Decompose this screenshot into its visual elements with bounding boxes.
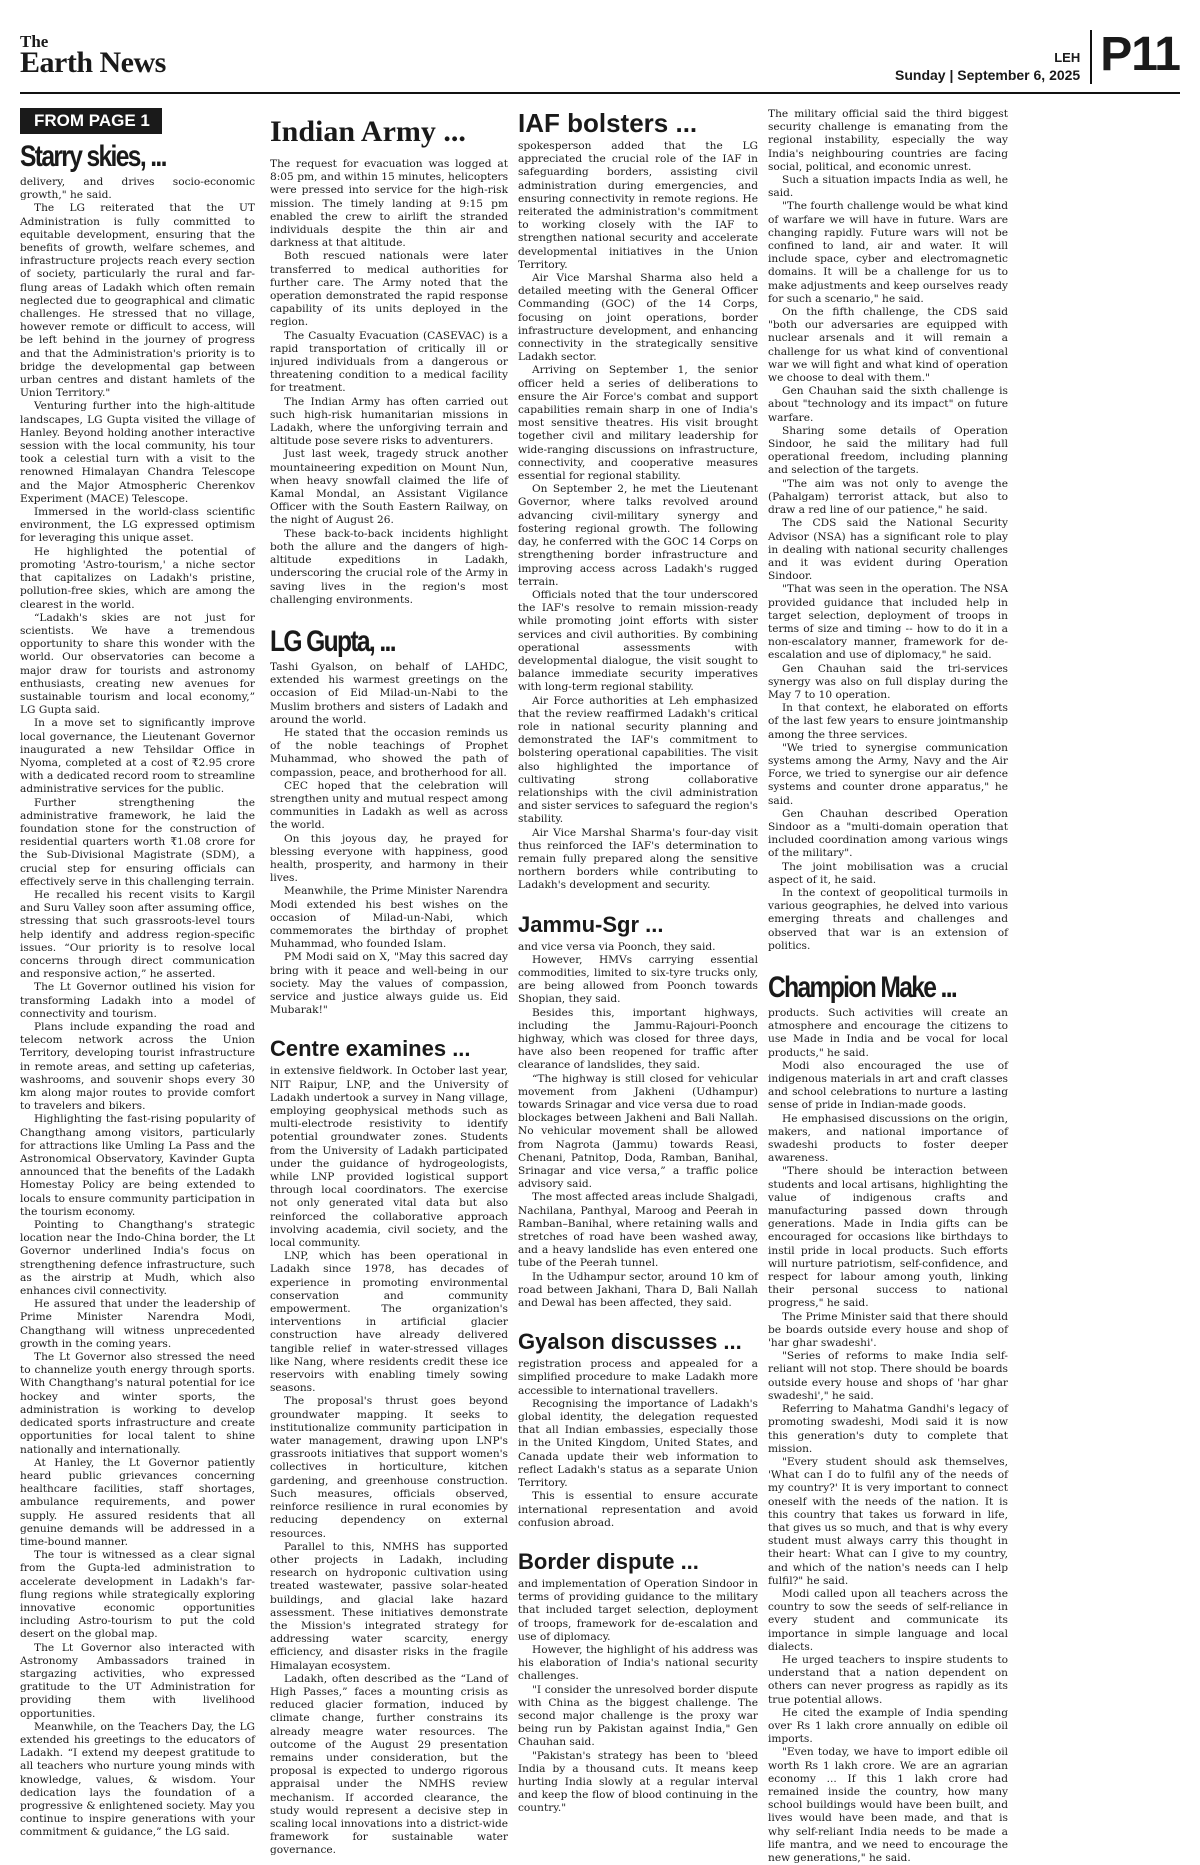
article-paragraph: Ladakh, often described as the “Land of High Passes,” faces a mounting crisis as reduced glacier formation, induced by climate change, further constrains its already meagre water resources. The outcome of the August 29 presentation remains under consideration, but the proposal is expected to undergo rigorous appraisal under the NMHS review mechanism. If accorded clearance, the study would represent a decisive step in scaling local innovations into a district-wide framework for sustainable water governance. [270, 1672, 508, 1857]
article-paragraph: Meanwhile, on the Teachers Day, the LG extended his greetings to the educators of Ladakh. “I extend my deepest gratitude to all teachers who nurture young minds with knowledge, values, & wisdom. Your dedication lays the foundation of a progressive & enlightened society. May you continue to inspire generations with your commitment & guidance,” the LG said. [20, 1720, 255, 1839]
spacer [768, 953, 1008, 971]
article-paragraph: The Prime Minister said that there should be boards outside every house and shop of 'har ghar swadeshi'. [768, 1310, 1008, 1350]
article-paragraph: PM Modi said on X, "May this sacred day bring with it peace and well-being in our society. May the values of compassion, service and justice always guide us. Eid Mubarak!" [270, 951, 508, 1017]
article-paragraph: Gen Chauhan described Operation Sindoor as a "multi-domain operation that included coordination among various wings of the military". [768, 807, 1008, 860]
article-paragraph: registration process and appealed for a simplified procedure to make Ladakh more accessible to international travellers. [518, 1358, 758, 1397]
article-paragraph: He highlighted the potential of promoting 'Astro-tourism,' a niche sector that capitalizes on Ladakh's pristine, pollution-free skies, which are among the clearest in the world. [20, 545, 255, 611]
article-paragraph: CEC hoped that the celebration will strengthen unity and mutual respect among communities in Ladakh as well as across the world. [270, 779, 508, 832]
headline-border-dispute: Border dispute ... [518, 1548, 699, 1574]
article-paragraph: Highlighting the fast-rising popularity of Changthang among visitors, particularly for attractions like Umling La Pass and the Astronomical Observatory, Kavinder Gupta announced that the benefits of the Ladakh Homestay Policy are being extended to locals to ensure community participation in the tourism economy. [20, 1113, 255, 1218]
article-paragraph: "That was seen in the operation. The NSA provided guidance that included help in target selection, deployment of troops in terms of size and timing -- how to do it in a non-escalatory manner, framework for de-escalation and use of diplomacy," he said. [768, 583, 1008, 662]
spacer [518, 893, 758, 911]
article-paragraph: Air Vice Marshal Sharma's four-day visit thus reinforced the IAF's determination to remain fully prepared along the sensitive northern borders while contributing to Ladakh's development and security. [518, 826, 758, 892]
headline-champion-make: Champion Make ... [768, 971, 957, 1004]
article-paragraph: Pointing to Changthang's strategic location near the Indo-China border, the Lt Governor underlined India's focus on strengthening defence infrastructure, such as the airstrip at Mudh, which also enhances civil connectivity. [20, 1219, 255, 1298]
article-paragraph: He stated that the occasion reminds us of the noble teachings of Prophet Muhammad, who showed the path of compassion, peace, and brotherhood for all. [270, 726, 508, 779]
spacer [518, 1310, 758, 1328]
article-paragraph: In the Udhampur sector, around 10 km of road between Jakhani, Thara D, Bali Nallah and Dewal has been affected, they said. [518, 1270, 758, 1310]
article-paragraph: in extensive fieldwork. In October last year, NIT Raipur, LNP, and the University of Ladakh undertook a survey in Nang village, employing geophysical methods such as multi-electrode resistivity to identify potential groundwater zones. Students from the University of Ladakh participated under the guidance of hydrogeologists, while LNP provided logistical support through local coordinators. The exercise not only generated vital data but also reinforced the collaborative approach involving academia, civil society, and the local community. [270, 1065, 508, 1250]
article-paragraph: Officials noted that the tour underscored the IAF's resolve to remain mission-ready while promoting joint efforts with sister services and civil authorities. By combining operational assessments with developmental dialogue, the visit sought to balance immediate security imperatives with long-term regional stability. [518, 588, 758, 694]
article-paragraph: "Even today, we have to import edible oil worth Rs 1 lakh crore. We are an agrarian economy ... If this 1 lakh crore had remained inside the country, how many school buildings would have been built, and lives would have been made, and that is why self-reliant India needs to be made a life mantra, and we need to encourage the new generations," he said. [768, 1746, 1008, 1864]
article-paragraph: These back-to-back incidents highlight both the allure and the dangers of high-altitude expeditions in Ladakh, underscoring the crucial role of the Army in saving lives in the region's most challenging environments. [270, 527, 508, 606]
article-paragraph: Recognising the importance of Ladakh's global identity, the delegation requested that all Indian embassies, especially those in the United Kingdom, United States, and Canada update their web information to reflect Ladakh's status as a separate Union Territory. [518, 1397, 758, 1490]
article-paragraph: "Every student should ask themselves, 'What can I do to fulfil any of the needs of my country?' It is very important to connect oneself with the needs of the nation. It is this country that takes us forward in life, that gives us so much, and that is why every student must always carry this thought in their heart: What can I give to my country, and which of the nation's needs can I help fulfil?" he said. [768, 1455, 1008, 1587]
article-paragraph: At Hanley, the Lt Governor patiently heard public grievances concerning healthcare facilities, staff shortages, ambulance requirements, and power supply. He assured residents that all genuine demands will be addressed in a time-bound manner. [20, 1456, 255, 1548]
header-right [895, 28, 1180, 86]
edition-date: Sunday | September 6, 2025 [895, 67, 1081, 83]
article-paragraph: The LG reiterated that the UT Administration is fully committed to equitable development, ensuring that the benefits of growth, welfare schemes, and infrastructure projects reach every section of society, particularly the rural and far-flung areas of Ladakh which often remain neglected due to geographical and climatic challenges. He stressed that no village, however remote or difficult to access, will be left behind in the journey of progress and that the Administration's priority is to bridge the developmental gap between urban centres and distant hamlets of the Union Territory." [20, 202, 255, 400]
page-number: P11 [1100, 28, 1180, 81]
article-paragraph: The CDS said the National Security Advisor (NSA) has a significant role to play in dealing with national security challenges and it was evident during Operation Sindoor. [768, 517, 1008, 583]
section-tag: FROM PAGE 1 [20, 108, 162, 134]
article-paragraph: Referring to Mahatma Gandhi's legacy of promoting swadeshi, Modi said it is now this generation's duty to complete that mission. [768, 1403, 1008, 1455]
article-paragraph: Such a situation impacts India as well, he said. [768, 174, 1008, 200]
article-paragraph: The Lt Governor also interacted with Astronomy Ambassadors trained in stargazing activities, who expressed gratitude to the UT Administration for providing them with livelihood opportunities. [20, 1641, 255, 1720]
article-indian-army [270, 158, 508, 607]
headline-centre-examines: Centre examines ... [270, 1036, 471, 1062]
article-paragraph: The request for evacuation was logged at 8:05 pm, and within 15 minutes, helicopters were pressed into service for the high-risk mission. The timely landing at 9:15 pm enabled the crew to airlift the stranded individuals despite the thin air and darkness at that altitude. [270, 158, 508, 250]
article-paragraph: "Series of reforms to make India self-reliant will not stop. There should be boards outside every house and shops of 'har ghar swadeshi'," he said. [768, 1350, 1008, 1402]
headline-starry-skies: Starry skies, ... [20, 140, 166, 173]
headline-gyalson-discusses: Gyalson discusses ... [518, 1329, 742, 1355]
article-paragraph: "Pakistan's strategy has been to 'bleed India by a thousand cuts. It means keep hurting India slowly at a regular interval and keep the flow of blood continuing in the country." [518, 1749, 758, 1815]
article-paragraph: products. Such activities will create an atmosphere and encourage the citizens to use Made in India and be vocal for local products," he said. [768, 1007, 1008, 1059]
article-paragraph: The Indian Army has often carried out such high-risk humanitarian missions in Ladakh, where the unforgiving terrain and altitude pose severe risks to adventurers. [270, 395, 508, 448]
article-paragraph: LNP, which has been operational in Ladakh since 1978, has decades of experience in promoting environmental conservation and community empowerment. The organization's interventions in artificial glacier construction have already delivered tangible relief in water-stressed villages like Nang, where residents credit these ice reservoirs with enabling timely sowing seasons. [270, 1250, 508, 1395]
article-paragraph: Modi also encouraged the use of indigenous materials in art and craft classes and school celebrations to nurture a lasting sense of pride in Indian-made goods. [768, 1059, 1008, 1112]
masthead [20, 28, 1180, 86]
headline-iaf-bolsters: IAF bolsters ... [518, 108, 698, 138]
article-border-dispute [518, 1578, 758, 1816]
article-gyalson-discusses [518, 1358, 758, 1530]
article-paragraph: He recalled his recent visits to Kargil and Suru Valley soon after assuming office, stressing that such grassroots-level tours help identify and address region-specific issues. “Our priority is to resolve local concerns through direct communication and responsive action,” he asserted. [20, 888, 255, 981]
article-paragraph: The joint mobilisation was a crucial aspect of it, he said. [768, 860, 1008, 886]
article-paragraph: However, HMVs carrying essential commodities, limited to six-tyre trucks only, are being allowed from Poonch towards Shopian, they said. [518, 953, 758, 1006]
column-2 [270, 108, 508, 1857]
edition-place: LEH [1054, 50, 1081, 65]
article-paragraph: Besides this, important highways, including the Jammu-Rajouri-Poonch highway, which was closed for three days, have also been reopened for traffic after clearance of landslides, they said. [518, 1006, 758, 1072]
article-paragraph: Modi called upon all teachers across the country to sow the seeds of self-reliance in every student and communicate its importance in simple language and local dialects. [768, 1587, 1008, 1653]
article-paragraph: The military official said the third biggest security challenge is emanating from the regional instability, especially the way India's neighbouring countries are facing social, political, and economic unrest. [768, 108, 1008, 173]
article-border-dispute-continued [768, 108, 1008, 953]
article-champion-make [768, 1007, 1008, 1865]
article-paragraph: Both rescued nationals were later transferred to medical authorities for further care. The Army noted that the operation demonstrated the rapid response capability of its units deployed in the region. [270, 250, 508, 329]
article-paragraph: Meanwhile, the Prime Minister Narendra Modi extended his best wishes on the occasion of Milad-un-Nabi, which commemorates the birthday of prophet Muhammad, who founded Islam. [270, 885, 508, 951]
spacer [270, 1017, 508, 1035]
spacer [270, 607, 508, 625]
article-paragraph: The Lt Governor outlined his vision for transforming Ladakh into a model of connectivity and tourism. [20, 981, 255, 1020]
article-paragraph: "The fourth challenge would be what kind of warfare we will have in future. Wars are changing rapidly. Future wars will not be confined to land, air and water. It will include space, cyber and electromagnetic domains. It will be a challenge for us to make adjustments and keep ourselves ready for such a scenario," he said. [768, 200, 1008, 305]
article-paragraph: Tashi Gyalson, on behalf of LAHDC, extended his warmest greetings on the occasion of Eid Milad-un-Nabi to the Muslim brothers and sisters of Ladakh and around the world. [270, 660, 508, 726]
article-lg-gupta [270, 661, 508, 1017]
article-jammu-sgr [518, 941, 758, 1311]
column-1 [20, 108, 255, 1848]
article-centre-examines [270, 1065, 508, 1857]
article-paragraph: and implementation of Operation Sindoor in terms of providing guidance to the military that included target selection, deployment of troops, framework for de-escalation and use of diplomacy. [518, 1577, 758, 1643]
article-paragraph: Further strengthening the administrative framework, he laid the foundation stone for the construction of residential quarters worth ₹1.08 crore for the Sub-Divisional Magistrate (SDM), a crucial step for ensuring officials can effectively serve in this challenging terrain. [20, 796, 255, 888]
article-paragraph: "I consider the unresolved border dispute with China as the biggest challenge. The second major challenge is the proxy war being run by Pakistan against India," Gen Chauhan said. [518, 1683, 758, 1749]
spacer [518, 1530, 758, 1548]
article-paragraph: Plans include expanding the road and telecom network across the Union Territory, developing tourist infrastructure in remote areas, and setting up cafeterias, washrooms, and souvenir shops every 30 km along major routes to provide comfort to travelers and bikers. [20, 1021, 255, 1113]
headline-lg-gupta: LG Gupta, ... [270, 624, 395, 658]
newspaper-name: Earth News [20, 46, 166, 79]
article-paragraph: Gen Chauhan said the sixth challenge is about "technology and its impact" on future warfare. [768, 385, 1008, 424]
headline-indian-army: Indian Army ... [270, 115, 466, 148]
brand-the: The [20, 32, 49, 51]
article-paragraph: He assured that under the leadership of Prime Minister Narendra Modi, Changthang will witness unprecedented growth in the coming years. [20, 1298, 255, 1350]
article-paragraph: In that context, he elaborated on efforts of the last few years to ensure jointmanship among the three services. [768, 702, 1008, 741]
article-paragraph: Parallel to this, NMHS has supported other projects in Ladakh, including research on hydroponic cultivation using treated wastewater, passive solar-heated buildings, and glacial lake hazard assessment. These initiatives demonstrate the Mission's integrated strategy for addressing water scarcity, energy efficiency, and disaster risks in the fragile Himalayan ecosystem. [270, 1540, 508, 1672]
article-paragraph: Just last week, tragedy struck another mountaineering expedition on Mount Nun, when heavy snowfall claimed the life of Kamal Mondal, an Assistant Vigilance Officer with the South Eastern Railway, on the night of August 26. [270, 448, 508, 527]
article-paragraph: On this joyous day, he prayed for blessing everyone with happiness, good health, prosperity, and harmony in their lives. [270, 832, 508, 885]
article-paragraph: The Lt Governor also stressed the need to channelize youth energy through sports. With Changthang's natural potential for ice hockey and winter sports, the administration is working to develop dedicated sports infrastructure and create opportunities for local talent to shine nationally and internationally. [20, 1351, 255, 1456]
article-starry-skies [20, 176, 255, 1840]
article-paragraph: On September 2, he met the Lieutenant Governor, where talks revolved around advancing civil-military synergy and fostering regional growth. The following day, he conferred with the GOC 14 Corps on strengthening border infrastructure and improving access across Ladakh's rugged terrain. [518, 483, 758, 588]
article-paragraph: The Casualty Evacuation (CASEVAC) is a rapid transportation of critically ill or injured individuals from a dangerous or threatening condition to a medical facility for treatment. [270, 329, 508, 395]
article-paragraph: and vice versa via Poonch, they said. [518, 940, 716, 953]
article-paragraph: In a move set to significantly improve local governance, the Lieutenant Governor inaugurated a new Tehsildar Office in Nyoma, completed at a cost of ₹2.95 crore with a dedicated record room to streamline administrative services for the public. [20, 717, 255, 796]
column-3 [518, 108, 758, 1848]
article-paragraph: This is essential to ensure accurate international representation and avoid confusion abroad. [518, 1490, 758, 1529]
article-paragraph: In the context of geopolitical turmoils in various geographies, he delved into various emerging threats and challenges and observed that war is an extension of politics. [768, 886, 1008, 952]
column-4 [768, 108, 1008, 1864]
masthead-rule [20, 92, 1180, 94]
article-paragraph: spokesperson added that the LG appreciated the crucial role of the IAF in safeguarding borders, assisting civil administration during emergencies, and ensuring connectivity in remote regions. He reiterated the administration's commitment to working closely with the IAF to strengthen national security and accelerate developmental initiatives in the Union Territory. [518, 140, 758, 271]
article-paragraph: The most affected areas include Shalgadi, Nachilana, Panthyal, Maroog and Peerah in Ramban–Banihal, where retaining walls and stretches of road have been washed away, and a heavy landslide has even entered one tube of the Peerah tunnel. [518, 1191, 758, 1270]
headline-jammu-sgr: Jammu-Sgr ... [518, 911, 664, 937]
header-divider [1090, 30, 1092, 84]
article-paragraph: "We tried to synergise communication systems among the Army, Navy and the Air Force, we tried to synergise our air defence systems and counter drone apparatus," he said. [768, 741, 1008, 807]
article-paragraph: Venturing further into the high-altitude landscapes, LG Gupta visited the village of Hanley. Beyond holding another interactive session with the local community, his tour took a celestial turn with a visit to the renowned Himalayan Chandra Telescope and the Major Atmospheric Cherenkov Experiment (MACE) Telescope. [20, 400, 255, 505]
article-paragraph: On the fifth challenge, the CDS said "both our adversaries are equipped with nuclear arsenals and it will remain a challenge for us what kind of conventional war we will fight and what kind of operation we choose to deal with them." [768, 306, 1008, 385]
article-paragraph: However, the highlight of his address was his elaboration of India's national security challenges. [518, 1643, 758, 1683]
article-paragraph: Sharing some details of Operation Sindoor, he said the military had full operational freedom, including planning and selection of the targets. [768, 424, 1008, 477]
article-paragraph: "There should be interaction between students and local artisans, highlighting the value of indigenous crafts and manufacturing passed down through generations. Made in India gifts can be encouraged for occasions like birthdays to instil pride in local products. Such efforts will nurture patriotism, self-confidence, and respect for labour among youth, linking their personal success to national progress," he said. [768, 1165, 1008, 1310]
article-paragraph: Gen Chauhan said the tri-services synergy was also on full display during the May 7 to 10 operation. [768, 662, 1008, 701]
article-paragraph: “Ladakh's skies are not just for scientists. We have a tremendous opportunity to share this wonder with the world. Our observatories can become a major draw for tourists and astronomy enthusiasts, creating new avenues for sustainable tourism and local economy,” LG Gupta said. [20, 611, 255, 717]
article-paragraph: “The highway is still closed for vehicular movement from Jakheni (Udhampur) towards Srinagar and vice versa due to road blockages between Jakheni and Bali Nallah. No vehicular movement shall be allowed from Nagrota (Jammu) towards Reasi, Chenani, Patnitop, Doda, Ramban, Banihal, Srinagar and vice versa,” a traffic police advisory said. [518, 1072, 758, 1191]
article-paragraph: He cited the example of India spending over Rs 1 lakh crore annually on edible oil imports. [768, 1706, 1008, 1746]
header-meta [895, 28, 1080, 83]
article-paragraph: Air Vice Marshal Sharma also held a detailed meeting with the General Officer Commanding (GOC) of the 14 Corps, focusing on joint operations, border infrastructure development, and enhancing connectivity in the strategically sensitive Ladakh sector. [518, 272, 758, 364]
article-paragraph: "The aim was not only to avenge the (Pahalgam) terrorist attack, but also to draw a red line of our patience," he said. [768, 477, 1008, 517]
article-paragraph: He urged teachers to inspire students to understand that a nation dependent on others can never progress as rapidly as its true potential allows. [768, 1653, 1008, 1706]
article-paragraph: Immersed in the world-class scientific environment, the LG expressed optimism for leveraging this unique asset. [20, 506, 255, 545]
article-paragraph: Air Force authorities at Leh emphasized that the review reaffirmed Ladakh's critical role in national security planning and demonstrated the IAF's commitment to bolstering operational capabilities. The visit also highlighted the importance of cultivating strong collaborative relationships with the civil administration and sister services to safeguard the region's stability. [518, 694, 758, 826]
article-paragraph: Arriving on September 1, the senior officer held a series of deliberations to ensure the Air Force's combat and support capabilities remain sharp in one of India's most sensitive theatres. His visit brought together civil and military leadership for wide-ranging discussions on infrastructure, connectivity, and cooperative measures essential for regional stability. [518, 364, 758, 483]
article-paragraph: The tour is witnessed as a clear signal from the Gupta-led administration to accelerate development in Ladakh's far-flung regions while strategically exploring innovative economic opportunities including Astro-tourism to put the cold desert on the global map. [20, 1549, 255, 1641]
article-paragraph: delivery, and drives socio-economic growth," he said. [20, 176, 255, 202]
article-paragraph: The proposal's thrust goes beyond groundwater mapping. It seeks to institutionalize community participation in water management, drawing upon LNP's grassroots initiatives that support women's collectives in horticulture, kitchen gardening, and greenhouse construction. Such measures, officials observed, reinforce resilience in rural economies by reducing dependency on external resources. [270, 1395, 508, 1540]
article-iaf-bolsters [518, 140, 758, 893]
article-paragraph: He emphasised discussions on the origin, makers, and national importance of swadeshi products to foster deeper awareness. [768, 1112, 1008, 1165]
